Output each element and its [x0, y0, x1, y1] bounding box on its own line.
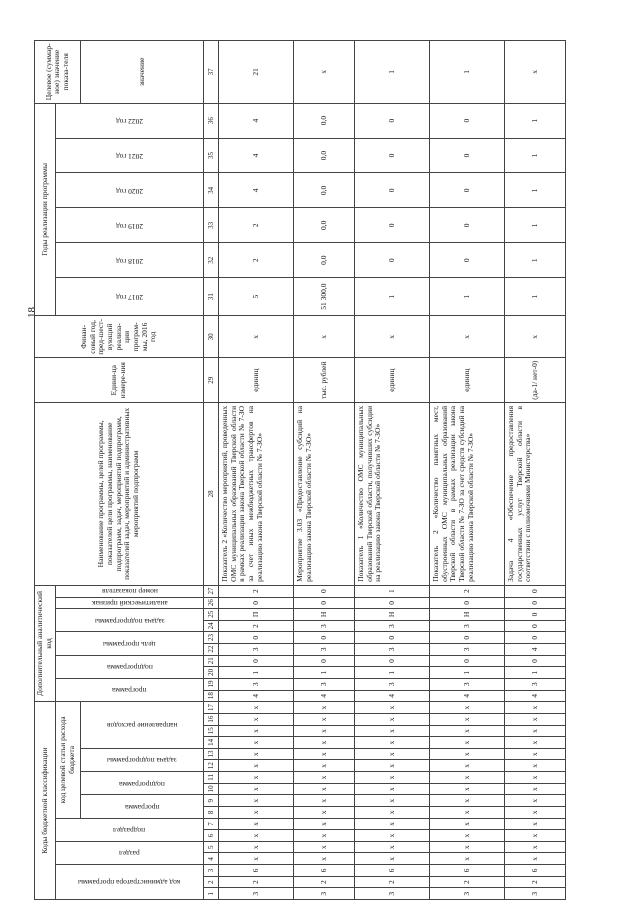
code-cell: х: [505, 841, 566, 853]
code-cell: х: [294, 714, 355, 726]
code-cell: х: [355, 772, 430, 784]
code-cell: 0: [294, 632, 355, 644]
table-row: [294, 41, 355, 900]
code-cell: х: [430, 737, 505, 749]
code-cell: х: [294, 783, 355, 795]
year-2021-header: 2021 год: [56, 138, 204, 173]
code-cell: х: [355, 783, 430, 795]
column-number: 30: [204, 316, 219, 358]
subprogram-task-header: задача подпрограммы: [81, 748, 204, 771]
code-cell: х: [430, 853, 505, 865]
row-target: х: [505, 41, 566, 104]
column-number: 23: [204, 632, 219, 644]
code-cell: х: [430, 772, 505, 784]
column-number: 10: [204, 783, 219, 795]
code-cell: 1: [355, 667, 430, 679]
code-cell: 0: [505, 585, 566, 597]
table-body: [219, 41, 566, 900]
row-finance: х: [355, 316, 430, 358]
column-number: 29: [204, 358, 219, 402]
code-cell: х: [219, 748, 294, 760]
an-program-header: программа: [56, 678, 204, 701]
code-cell: х: [355, 760, 430, 772]
column-numbers-row: [204, 41, 219, 900]
an-goal-header: цель программы: [56, 632, 204, 655]
column-number: 32: [204, 243, 219, 278]
code-cell: х: [219, 783, 294, 795]
row-name: Мероприятие 3.03 «Предоставление субсидий на реализацию закона Тверской области № 7-ЗО»: [294, 402, 355, 585]
code-cell: х: [430, 783, 505, 795]
code-cell: 1: [219, 667, 294, 679]
code-cell: х: [355, 795, 430, 807]
code-cell: 3: [430, 888, 505, 900]
year-value: 0,0: [294, 243, 355, 278]
row-unit: единиц: [430, 358, 505, 402]
code-cell: 0: [505, 655, 566, 667]
code-cell: 4: [430, 690, 505, 702]
column-number: 20: [204, 667, 219, 679]
code-cell: х: [219, 760, 294, 772]
code-cell: х: [430, 841, 505, 853]
document-stage: [34, 0, 634, 905]
code-cell: х: [355, 748, 430, 760]
code-cell: х: [505, 772, 566, 784]
column-number: 26: [204, 597, 219, 609]
year-value: 0: [430, 103, 505, 138]
year-value: 0: [430, 243, 505, 278]
code-cell: 3: [219, 888, 294, 900]
code-cell: 4: [219, 690, 294, 702]
code-cell: х: [355, 841, 430, 853]
code-cell: 0: [505, 609, 566, 621]
code-cell: х: [294, 795, 355, 807]
code-cell: х: [219, 841, 294, 853]
code-cell: 0: [355, 655, 430, 667]
year-value: 5: [219, 278, 294, 316]
column-number: 34: [204, 173, 219, 208]
code-cell: 0: [430, 597, 505, 609]
code-cell: х: [505, 748, 566, 760]
code-cell: х: [430, 725, 505, 737]
code-cell: 0: [430, 632, 505, 644]
column-number: 11: [204, 772, 219, 784]
year-value: 1: [505, 173, 566, 208]
code-cell: 1: [355, 585, 430, 597]
row-name: Показатель 1 «Количество ОМС муниципальных образований Тверской области, получивших субсидии на реализацию закона Тверской области № 7-ЗО»: [355, 402, 430, 585]
code-cell: 4: [505, 644, 566, 656]
code-cell: х: [294, 807, 355, 819]
code-cell: 0: [294, 655, 355, 667]
year-value: 0,0: [294, 138, 355, 173]
code-cell: х: [505, 783, 566, 795]
column-number: 21: [204, 655, 219, 667]
year-2020-header: 2020 год: [56, 173, 204, 208]
code-cell: 3: [219, 644, 294, 656]
column-number: 15: [204, 725, 219, 737]
code-cell: 6: [355, 865, 430, 877]
code-cell: 6: [219, 865, 294, 877]
row-name: Задача 4 «Обеспечение предоставления государственных услуг Тверской области в соответствии с полномочиями Министерства»: [505, 402, 566, 585]
year-value: 0: [355, 208, 430, 243]
year-value: 4: [219, 173, 294, 208]
code-cell: 0: [219, 655, 294, 667]
column-number: 33: [204, 208, 219, 243]
code-cell: Н: [294, 609, 355, 621]
code-cell: х: [430, 795, 505, 807]
code-cell: 3: [430, 678, 505, 690]
column-number: 8: [204, 807, 219, 819]
target-value-header: значение: [81, 41, 204, 104]
year-2019-header: 2019 год: [56, 208, 204, 243]
column-number: 2: [204, 876, 219, 888]
row-finance: х: [505, 316, 566, 358]
code-cell: 0: [430, 655, 505, 667]
code-cell: 2: [219, 876, 294, 888]
row-unit: (да-1/ нет-0): [505, 358, 566, 402]
code-cell: х: [219, 714, 294, 726]
column-number: 22: [204, 644, 219, 656]
row-name: Показатель 2 «Количество мероприятий, проведенных ОМС муниципальных образований Тверской области в рамках реализации закона Тверской области № 7-ЗО за счет иных межбюджетных трансфертов на реализацию закона Тверской области № 7-ЗО»: [219, 402, 294, 585]
year-value: 1: [505, 138, 566, 173]
code-cell: 2: [430, 876, 505, 888]
code-cell: 3: [219, 678, 294, 690]
code-cell: 3: [355, 678, 430, 690]
table-row: [430, 41, 505, 900]
code-cell: х: [294, 748, 355, 760]
code-cell: 1: [505, 667, 566, 679]
code-cell: 2: [219, 585, 294, 597]
an-indicator-header: номер показателя: [56, 585, 204, 597]
code-cell: 3: [430, 644, 505, 656]
code-cell: х: [294, 725, 355, 737]
code-cell: 0: [219, 632, 294, 644]
code-cell: 3: [430, 620, 505, 632]
year-value: 1: [505, 103, 566, 138]
column-number: 3: [204, 865, 219, 877]
code-cell: х: [505, 760, 566, 772]
an-sign-header: аналитический признак: [56, 597, 204, 609]
column-number: 7: [204, 818, 219, 830]
code-cell: х: [430, 748, 505, 760]
code-cell: 0: [505, 620, 566, 632]
code-cell: х: [355, 818, 430, 830]
subprogram-code-header: подпрограмма: [81, 772, 204, 795]
code-cell: х: [505, 830, 566, 842]
code-cell: 2: [219, 620, 294, 632]
code-cell: х: [355, 807, 430, 819]
code-cell: х: [505, 702, 566, 714]
code-cell: х: [505, 714, 566, 726]
column-number: 14: [204, 737, 219, 749]
table-row: [505, 41, 566, 900]
code-cell: 3: [355, 620, 430, 632]
column-number: 19: [204, 678, 219, 690]
target-header: Целевое (суммар-ное) значение показа-теля: [35, 41, 81, 104]
year-value: 1: [505, 243, 566, 278]
column-number: 17: [204, 702, 219, 714]
year-2018-header: 2018 год: [56, 243, 204, 278]
page-number: 18: [26, 307, 38, 318]
code-cell: х: [430, 702, 505, 714]
code-cell: 1: [294, 667, 355, 679]
table-row: [219, 41, 294, 900]
year-value: 0: [430, 208, 505, 243]
table-row: [355, 41, 430, 900]
code-cell: х: [430, 807, 505, 819]
code-cell: х: [219, 737, 294, 749]
column-number: 13: [204, 748, 219, 760]
column-number: 28: [204, 402, 219, 585]
code-cell: х: [505, 725, 566, 737]
code-cell: х: [294, 737, 355, 749]
code-cell: х: [355, 725, 430, 737]
finance-header: Финан-совый год, пред-шест-вующий реализа-ции програм-мы, 2016 год: [35, 316, 204, 358]
column-number: 12: [204, 760, 219, 772]
podrazdel-header: подраздел: [56, 818, 204, 841]
column-number: 9: [204, 795, 219, 807]
code-cell: 3: [505, 678, 566, 690]
column-number: 35: [204, 138, 219, 173]
code-cell: 1: [430, 667, 505, 679]
year-value: 4: [219, 138, 294, 173]
an-subprogram-header: подпрограмма: [56, 655, 204, 678]
code-cell: 0: [294, 597, 355, 609]
code-cell: 3: [294, 888, 355, 900]
years-header: Годы реализации программы: [35, 103, 56, 316]
code-cell: Н: [430, 609, 505, 621]
code-cell: 0: [505, 597, 566, 609]
code-cell: х: [294, 818, 355, 830]
code-cell: 2: [430, 585, 505, 597]
column-number: 5: [204, 841, 219, 853]
row-target: 1: [430, 41, 505, 104]
code-cell: 6: [505, 865, 566, 877]
code-cell: х: [430, 760, 505, 772]
year-value: 0,0: [294, 208, 355, 243]
code-cell: х: [294, 853, 355, 865]
code-cell: 0: [355, 597, 430, 609]
code-cell: 3: [505, 888, 566, 900]
row-finance: х: [430, 316, 505, 358]
code-cell: 3: [294, 620, 355, 632]
year-value: 0: [430, 138, 505, 173]
year-value: 0,0: [294, 173, 355, 208]
unit-header: Едини-ца измере-ния: [35, 358, 204, 402]
column-number: 37: [204, 41, 219, 104]
code-cell: 3: [294, 644, 355, 656]
code-cell: х: [219, 772, 294, 784]
code-cell: х: [355, 853, 430, 865]
code-cell: х: [294, 841, 355, 853]
year-2017-header: 2017 год: [56, 278, 204, 316]
code-cell: х: [505, 795, 566, 807]
code-cell: Н: [355, 609, 430, 621]
program-code-header: программа: [81, 795, 204, 818]
code-cell: х: [505, 818, 566, 830]
code-cell: 4: [355, 690, 430, 702]
code-cell: 6: [430, 865, 505, 877]
code-cell: х: [355, 830, 430, 842]
year-value: 1: [430, 278, 505, 316]
admin-code-header: код администратора программы: [56, 865, 204, 900]
row-finance: х: [294, 316, 355, 358]
year-value: 0: [430, 173, 505, 208]
code-cell: х: [219, 830, 294, 842]
code-cell: х: [505, 853, 566, 865]
code-cell: 0: [219, 597, 294, 609]
year-2022-header: 2022 год: [56, 103, 204, 138]
code-cell: х: [430, 830, 505, 842]
code-cell: 3: [355, 888, 430, 900]
code-cell: 0: [505, 632, 566, 644]
column-number: 27: [204, 585, 219, 597]
year-value: 2: [219, 243, 294, 278]
year-value: 1: [355, 278, 430, 316]
year-value: 1: [505, 208, 566, 243]
row-target: 21: [219, 41, 294, 104]
code-cell: х: [355, 702, 430, 714]
code-cell: 2: [294, 876, 355, 888]
code-cell: х: [294, 760, 355, 772]
code-cell: х: [355, 714, 430, 726]
code-cell: х: [505, 737, 566, 749]
year-value: 51 300,0: [294, 278, 355, 316]
code-cell: х: [219, 807, 294, 819]
code-cell: 4: [505, 690, 566, 702]
expense-direction-header: направление расходов: [81, 702, 204, 749]
code-cell: х: [219, 702, 294, 714]
razdel-header: раздел: [56, 841, 204, 864]
year-value: 0,0: [294, 103, 355, 138]
year-value: 4: [219, 103, 294, 138]
column-number: 36: [204, 103, 219, 138]
column-number: 6: [204, 830, 219, 842]
program-table: [34, 40, 566, 900]
target-code-header: код целевой статьи расхода бюджета: [56, 702, 81, 818]
column-number: 18: [204, 690, 219, 702]
column-number: 1: [204, 888, 219, 900]
name-header: Наименование программы, целей программы, показателей цели программы, наименование подпрограмм, задач, мероприятий подпрограмм, показателей задач, мероприятий и административных мероприятий подпрограмм: [35, 402, 204, 585]
code-cell: х: [219, 853, 294, 865]
column-number: 24: [204, 620, 219, 632]
code-cell: 3: [355, 644, 430, 656]
row-unit: единиц: [355, 358, 430, 402]
an-event-header: задача подпрограммы: [56, 609, 204, 632]
row-finance: х: [219, 316, 294, 358]
code-cell: 6: [294, 865, 355, 877]
row-name: Показатель 2 «Количество памятных мест, обустроенных ОМС муниципальных образований Тверской области в рамках реализации закона Тверской области № 7-ЗО за счет средств субсидий на реализацию закона Тверской области № 7-ЗО»: [430, 402, 505, 585]
code-cell: х: [294, 830, 355, 842]
code-cell: 3: [294, 678, 355, 690]
rotated-table-wrapper: [34, 40, 594, 900]
year-value: 0: [355, 173, 430, 208]
code-cell: х: [219, 725, 294, 737]
row-unit: тыс. рублей: [294, 358, 355, 402]
code-cell: 2: [505, 876, 566, 888]
code-cell: П: [219, 609, 294, 621]
analytic-code-header: Дополнительный аналитический код: [35, 585, 56, 701]
column-number: 31: [204, 278, 219, 316]
code-cell: х: [430, 714, 505, 726]
code-cell: х: [294, 702, 355, 714]
budget-codes-header: Коды бюджетной классификации: [35, 702, 56, 900]
code-cell: х: [430, 818, 505, 830]
year-value: 2: [219, 208, 294, 243]
code-cell: х: [355, 737, 430, 749]
column-number: 4: [204, 853, 219, 865]
code-cell: 0: [294, 585, 355, 597]
year-value: 1: [505, 278, 566, 316]
row-target: 1: [355, 41, 430, 104]
code-cell: х: [294, 772, 355, 784]
column-number: 25: [204, 609, 219, 621]
code-cell: х: [219, 795, 294, 807]
row-target: х: [294, 41, 355, 104]
column-number: 16: [204, 714, 219, 726]
code-cell: х: [219, 818, 294, 830]
year-value: 0: [355, 138, 430, 173]
code-cell: х: [505, 807, 566, 819]
row-unit: единиц: [219, 358, 294, 402]
year-value: 0: [355, 243, 430, 278]
code-cell: 4: [294, 690, 355, 702]
code-cell: 2: [355, 876, 430, 888]
code-cell: 0: [355, 632, 430, 644]
year-value: 0: [355, 103, 430, 138]
